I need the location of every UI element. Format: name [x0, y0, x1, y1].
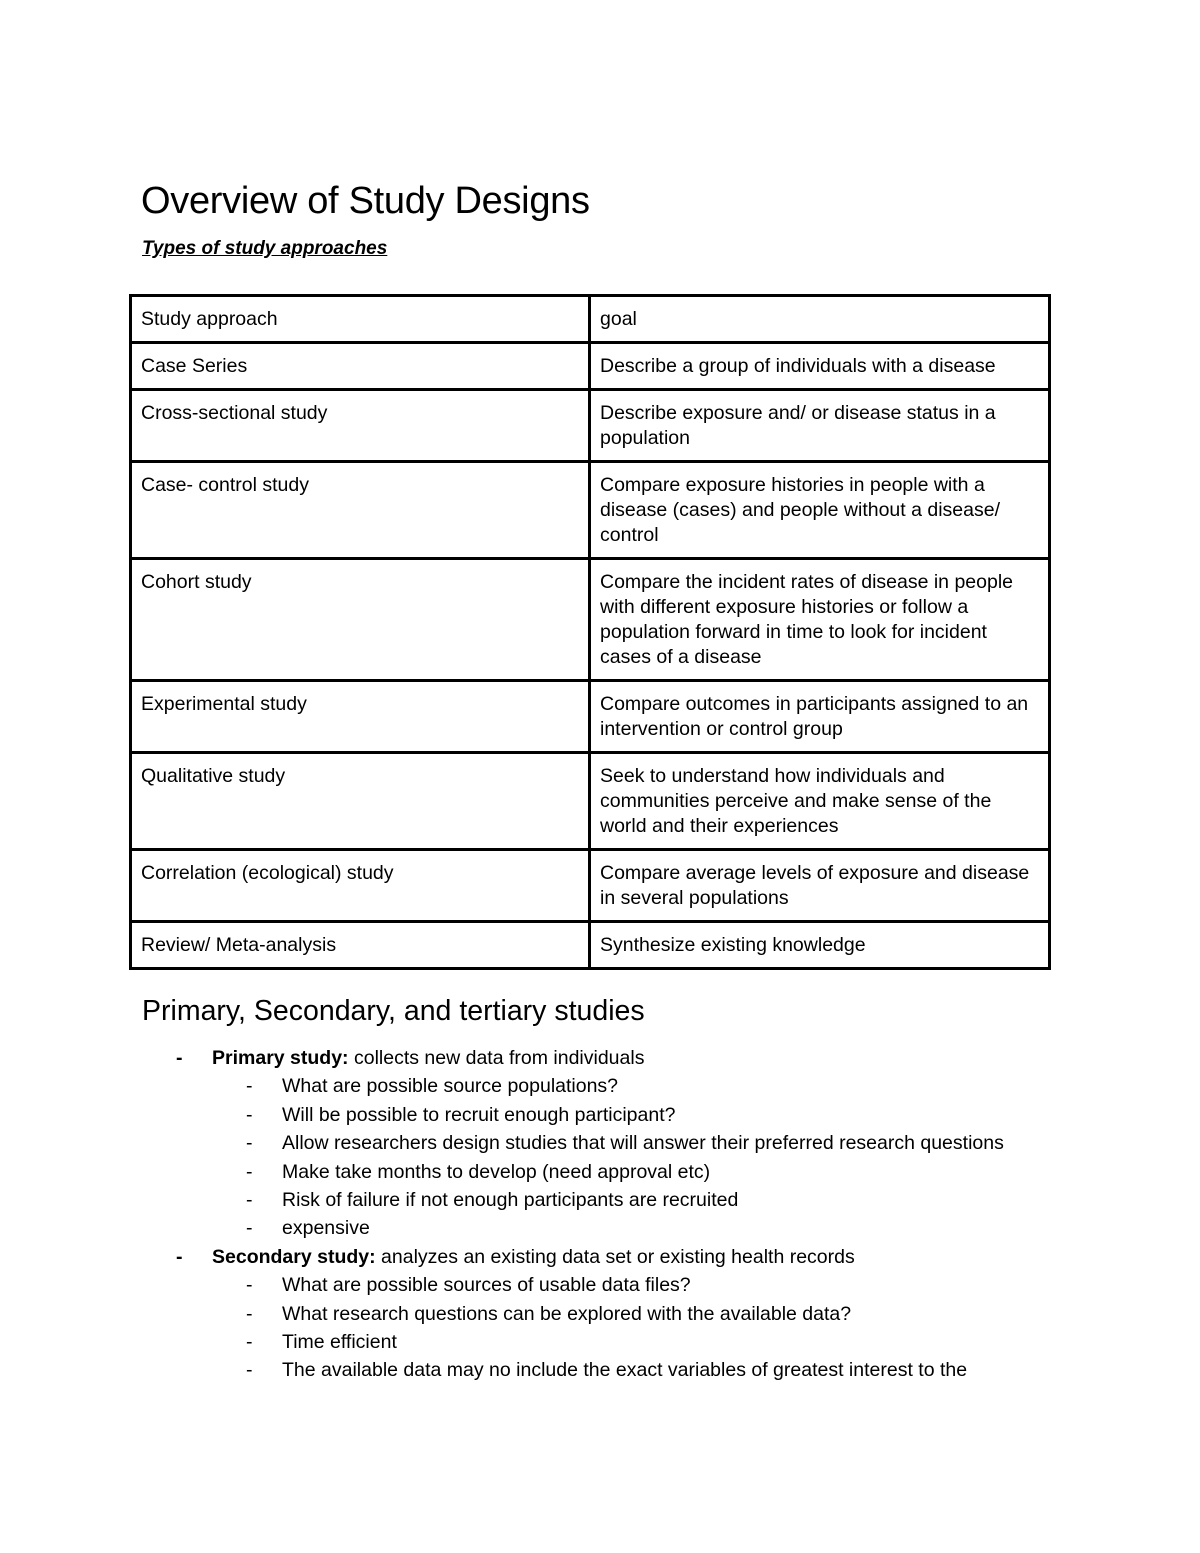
list-item-text: Make take months to develop (need approval etc)	[282, 1160, 711, 1183]
goal-cell: Compare exposure histories in people with a disease (cases) and people without a disease/ control	[590, 462, 1050, 559]
approach-cell: Experimental study	[131, 681, 590, 753]
approach-cell: Case- control study	[131, 462, 590, 559]
study-types-list	[0, 1044, 1200, 1385]
table-row	[131, 850, 1050, 922]
bullet-dash: -	[176, 1245, 183, 1268]
list-item-text: Risk of failure if not enough participants are recruited	[282, 1189, 739, 1212]
list-item	[0, 1129, 1200, 1157]
table-row	[131, 343, 1050, 390]
bullet-dash: -	[246, 1132, 253, 1155]
approach-cell: Correlation (ecological) study	[131, 850, 590, 922]
list-item-text: Time efficient	[282, 1331, 397, 1354]
approach-cell: Review/ Meta-analysis	[131, 922, 590, 969]
list-item-text: expensive	[282, 1217, 370, 1240]
list-item	[0, 1356, 1200, 1384]
goal-cell: Describe exposure and/ or disease status in a population	[590, 390, 1050, 462]
bullet-dash: -	[246, 1103, 253, 1126]
list-item	[0, 1328, 1200, 1356]
table-row	[131, 922, 1050, 969]
list-item-text: Allow researchers design studies that will answer their preferred research questions	[282, 1132, 1004, 1155]
bullet-dash: -	[246, 1331, 253, 1354]
table-header-goal: goal	[590, 296, 1050, 343]
table-header-approach: Study approach	[131, 296, 590, 343]
document-title: Overview of Study Designs	[141, 180, 590, 222]
approach-cell: Cross-sectional study	[131, 390, 590, 462]
secondary-study-term: Secondary study:	[212, 1245, 376, 1268]
study-approach-table	[129, 294, 1051, 970]
list-item-text: What are possible sources of usable data files?	[282, 1274, 691, 1297]
list-item	[0, 1101, 1200, 1129]
list-item-text: The available data may no include the exact variables of greatest interest to the	[282, 1359, 968, 1382]
list-item	[0, 1186, 1200, 1214]
secondary-study-definition: analyzes an existing data set or existing health records	[375, 1245, 855, 1268]
bullet-dash: -	[246, 1274, 253, 1297]
list-item-primary-study	[0, 1044, 1200, 1072]
list-item	[0, 1072, 1200, 1100]
list-item-text: What research questions can be explored with the available data?	[282, 1302, 852, 1325]
bullet-dash: -	[246, 1302, 253, 1325]
goal-cell: Compare the incident rates of disease in people with different exposure histories or follow a population forward in time to look for incident cases of a disease	[590, 559, 1050, 681]
table-row	[131, 390, 1050, 462]
bullet-dash: -	[246, 1217, 253, 1240]
section-heading: Primary, Secondary, and tertiary studies	[142, 995, 645, 1027]
table-row	[131, 296, 1050, 343]
approach-cell: Qualitative study	[131, 753, 590, 850]
approach-cell: Case Series	[131, 343, 590, 390]
bullet-dash: -	[246, 1359, 253, 1382]
list-item-secondary-study	[0, 1243, 1200, 1271]
list-item-text: What are possible source populations?	[282, 1075, 619, 1098]
bullet-dash: -	[246, 1160, 253, 1183]
bullet-dash: -	[246, 1075, 253, 1098]
list-item-text: Will be possible to recruit enough participant?	[282, 1103, 676, 1126]
bullet-dash: -	[176, 1047, 183, 1069]
approach-cell: Cohort study	[131, 559, 590, 681]
list-item	[0, 1271, 1200, 1299]
table-subtitle: Types of study approaches	[142, 238, 388, 259]
bullet-dash: -	[246, 1189, 253, 1212]
primary-study-definition: collects new data from individuals	[348, 1047, 645, 1069]
goal-cell: Describe a group of individuals with a disease	[590, 343, 1050, 390]
table-row	[131, 559, 1050, 681]
list-item	[0, 1214, 1200, 1242]
goal-cell: Compare average levels of exposure and disease in several populations	[590, 850, 1050, 922]
goal-cell: Compare outcomes in participants assigned to an intervention or control group	[590, 681, 1050, 753]
primary-study-term: Primary study:	[212, 1047, 349, 1069]
table-row	[131, 681, 1050, 753]
list-item	[0, 1158, 1200, 1186]
table-row	[131, 753, 1050, 850]
list-item	[0, 1300, 1200, 1328]
table-row	[131, 462, 1050, 559]
goal-cell: Synthesize existing knowledge	[590, 922, 1050, 969]
goal-cell: Seek to understand how individuals and communities perceive and make sense of the world and their experiences	[590, 753, 1050, 850]
